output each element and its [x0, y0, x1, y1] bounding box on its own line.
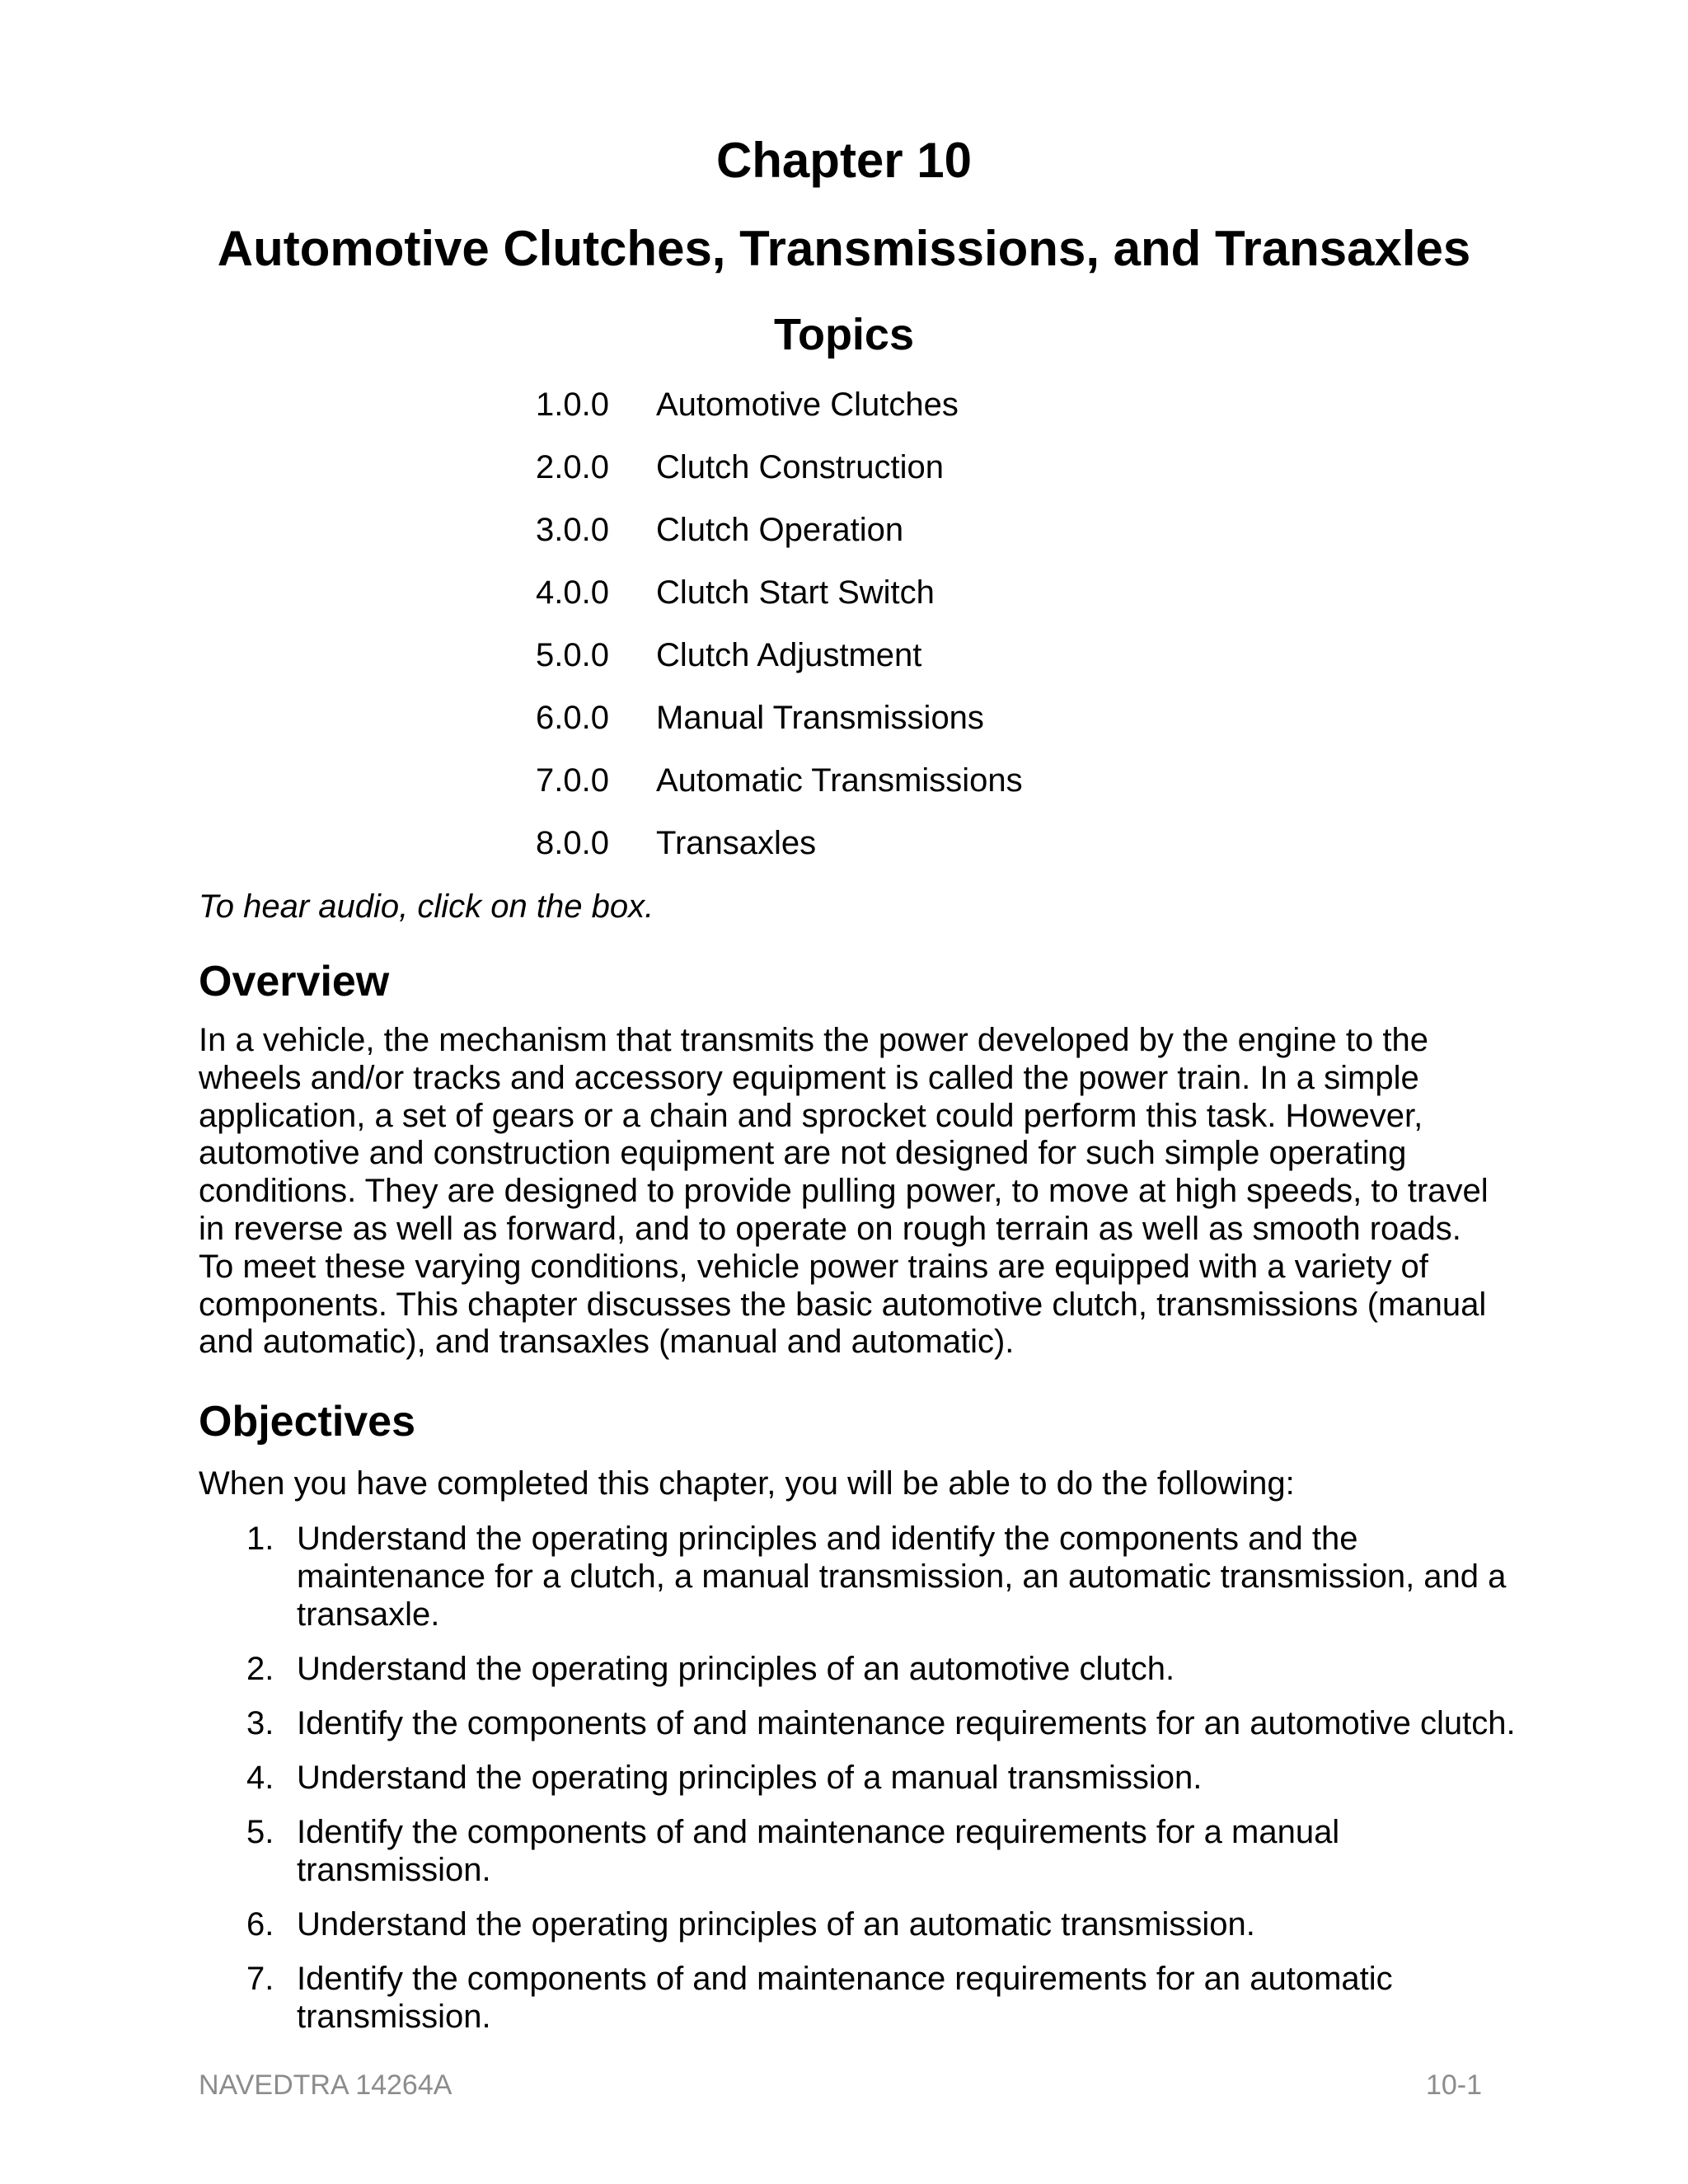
objective-item	[199, 1704, 1534, 1742]
objective-text: Identify the components of and maintenance requirements for an automatic transmission.	[297, 1961, 1393, 2035]
objective-item	[199, 1960, 1534, 2036]
objectives-heading: Objectives	[199, 1398, 416, 1446]
objective-number: 5.	[246, 1814, 274, 1850]
topic-number: 5.0.0	[536, 637, 609, 673]
objective-text: Understand the operating principles and identify the components and the maintenance for a clutch, a manual transmission, an automatic transmission, and a transaxle.	[297, 1521, 1507, 1633]
topic-item	[536, 818, 1023, 880]
topics-list	[536, 379, 1023, 880]
topic-number: 3.0.0	[536, 512, 609, 548]
footer-page-number: 10-1	[1425, 2069, 1482, 2101]
topic-label: Clutch Construction	[656, 449, 945, 485]
topic-label: Automotive Clutches	[656, 387, 959, 423]
objective-number: 7.	[246, 1961, 274, 1997]
topic-item	[536, 755, 1023, 818]
objectives-intro: When you have completed this chapter, you will be able to do the following:	[199, 1465, 1295, 1502]
objective-number: 3.	[246, 1705, 274, 1741]
objective-number: 6.	[246, 1906, 274, 1943]
audio-instruction-note: To hear audio, click on the box.	[199, 888, 654, 925]
topic-label: Automatic Transmissions	[656, 762, 1023, 799]
topic-number: 1.0.0	[536, 387, 609, 423]
topic-label: Clutch Start Switch	[656, 574, 935, 611]
topic-item	[536, 692, 1023, 755]
topic-label: Clutch Adjustment	[656, 637, 922, 673]
objective-item	[199, 1520, 1534, 1633]
topics-heading: Topics	[773, 310, 914, 359]
objective-number: 2.	[246, 1651, 274, 1687]
topic-number: 8.0.0	[536, 825, 609, 861]
objective-item	[199, 1759, 1534, 1797]
objectives-list	[199, 1520, 1534, 2052]
objective-item	[199, 1905, 1534, 1943]
topic-number: 7.0.0	[536, 762, 609, 799]
footer-document-id: NAVEDTRA 14264A	[199, 2069, 452, 2101]
topic-item	[536, 567, 1023, 630]
topic-label: Manual Transmissions	[656, 700, 984, 736]
overview-paragraph: In a vehicle, the mechanism that transmits the power developed by the engine to the wheels and/or tracks and accessory equipment is called the power train. In a simple application, a set of gears or a chain and sprocket could perform this task. However, automotive and construction equipment are not designed for such simple operating conditions. They are designed to provide pulling power, to move at high speeds, to travel in reverse as well as forward, and to operate on rough terrain as well as smooth roads. To meet these varying conditions, vehicle power trains are equipped with a variety of components. This chapter discusses the basic automotive clutch, transmissions (manual and automatic), and transaxles (manual and automatic).	[199, 1022, 1489, 1361]
overview-heading: Overview	[199, 958, 390, 1005]
chapter-number-heading: Chapter 10	[715, 133, 973, 188]
objective-text: Identify the components of and maintenance requirements for a manual transmission.	[297, 1814, 1340, 1888]
topic-label: Transaxles	[656, 825, 817, 861]
topic-number: 6.0.0	[536, 700, 609, 736]
objective-text: Identify the components of and maintenance requirements for an automotive clutch.	[297, 1705, 1516, 1741]
objective-number: 1.	[246, 1521, 274, 1557]
topic-item	[536, 379, 1023, 442]
topic-label: Clutch Operation	[656, 512, 904, 548]
topic-item	[536, 630, 1023, 692]
objective-item	[199, 1813, 1534, 1889]
topic-number: 4.0.0	[536, 574, 609, 611]
objective-item	[199, 1650, 1534, 1688]
objective-text: Understand the operating principles of an automatic transmission.	[297, 1906, 1255, 1943]
topic-item	[536, 442, 1023, 504]
objective-text: Understand the operating principles of an automotive clutch.	[297, 1651, 1175, 1687]
objective-number: 4.	[246, 1760, 274, 1796]
objective-text: Understand the operating principles of a manual transmission.	[297, 1760, 1203, 1796]
topic-item	[536, 504, 1023, 567]
chapter-title-heading: Automotive Clutches, Transmissions, and Transaxles	[217, 221, 1471, 276]
topic-number: 2.0.0	[536, 449, 609, 485]
